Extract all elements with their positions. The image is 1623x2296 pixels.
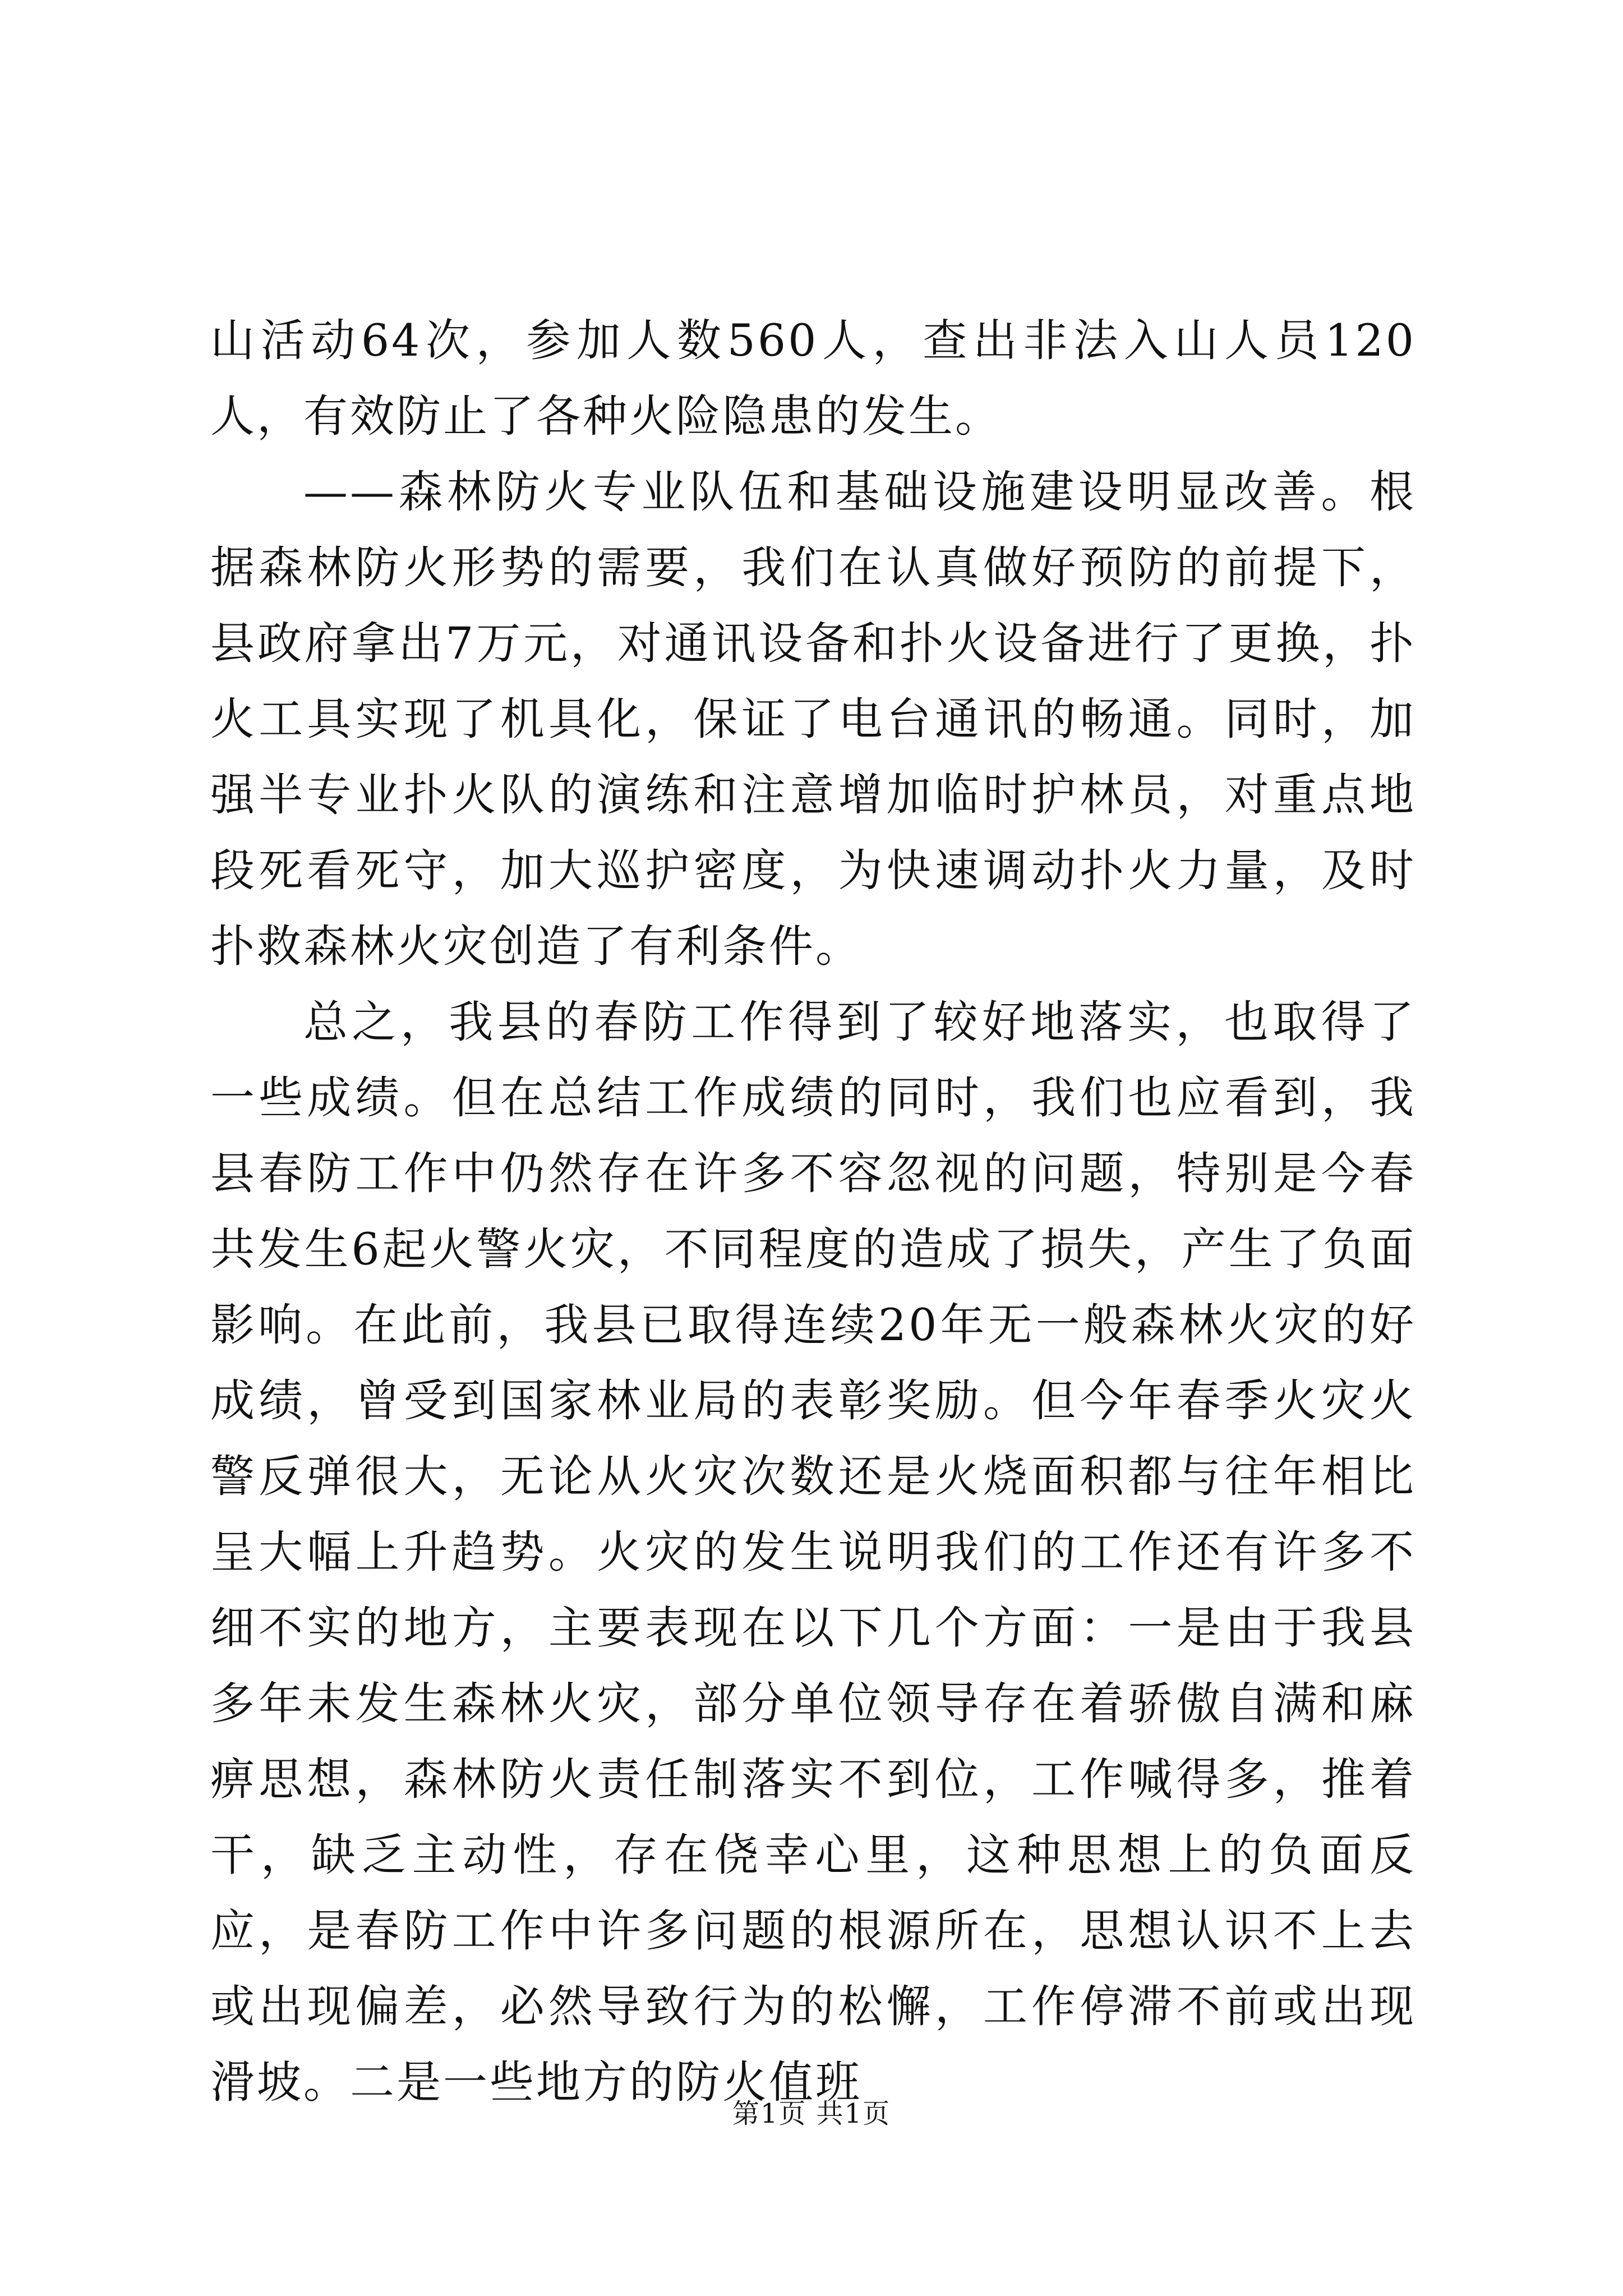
paragraph-3: 总之，我县的春防工作得到了较好地落实，也取得了一些成绩。但在总结工作成绩的同时，我们也应看到，我县春防工作中仍然存在许多不容忽视的问题，特别是今春共发生6起火警火灾，不同程度的造成了损失，产生了负面影响。在此前，我县已取得连续20年无一般森林火灾的好成绩，曾受到国家林业局的表彰奖励。但今年春季火灾火警反弹很大，无论从火灾次数还是火烧面积都与往年相比呈大幅上升趋势。火灾的发生说明我们的工作还有许多不细不实的地方，主要表现在以下几个方面：一是由于我县多年未发生森林火灾，部分单位领导存在着骄傲自满和麻痹思想，森林防火责任制落实不到位，工作喊得多，推着干，缺乏主动性，存在侥幸心里，这种思想上的负面反应，是春防工作中许多问题的根源所在，思想认识不上去或出现偏差，必然导致行为的松懈，工作停滞不前或出现滑坡。二是一些地方的防火值班	[210, 996, 1416, 2108]
page-footer: 第1页 共1页	[732, 2098, 891, 2129]
paragraph-2: ——森林防火专业队伍和基础设施建设明显改善。根据森林防火形势的需要，我们在认真做好预防的前提下，县政府拿出7万元，对通讯设备和扑火设备进行了更换，扑火工具实现了机具化，保证了电台通讯的畅通。同时，加强半专业扑火队的演练和注意增加临时护林员，对重点地段死看死守，加大巡护密度，为快速调动扑火力量，及时扑救森林火灾创造了有利条件。	[210, 466, 1416, 972]
document-body	[210, 303, 1416, 2120]
paragraph-1: 山活动64次，参加人数560人，查出非法入山人员120人，有效防止了各种火险隐患的发生。	[210, 315, 1416, 442]
